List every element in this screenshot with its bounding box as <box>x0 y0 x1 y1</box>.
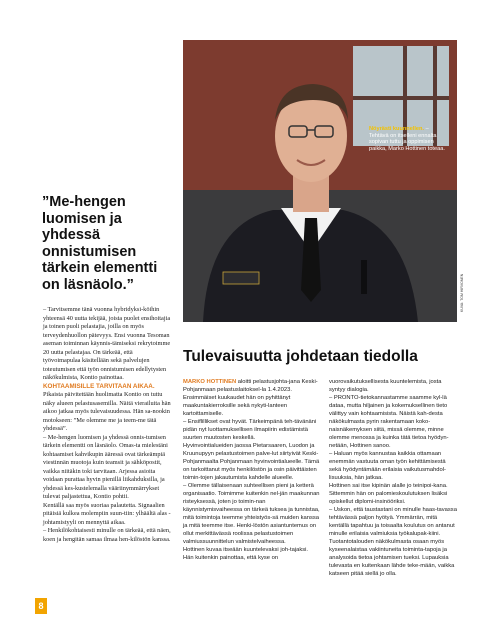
paragraph: Hottinen kuvaa itseään kuuntelevaksi joh-tajaksi. Hän kuitenkin painottaa, että kyse on <box>183 547 309 561</box>
article-headline: Tulevaisuutta johdetaan tiedolla <box>183 348 418 365</box>
caption-body: – Tehtävä on itselleni ennalta sopivan tuttu ja oppimisen paikka, Marko Hottinen toteaa. <box>369 126 445 152</box>
paragraph-text: Pikaista päivitettään huolimatta Kontio on tuttu näky alueen pelastusasemilla. Näitä vierailuita hän aikoo jatkaa myös tulevaisuudessa. Hän sa-nookin motokseen: ”Me olemme me ja teem-me tätä yhdessä”. <box>43 391 171 432</box>
photo-credit: KUVA: TOM HIRVONEN <box>460 273 464 312</box>
paragraph: – Ensiflillikset ovat hyvät. Tärkeimpänä teh-tävänäni pidän nyt luottamuksellisen ilmapiirin edistämistä suurten muutosten keskellä. <box>183 419 317 441</box>
paragraph: – Uskon, että taustastani on minulle haas-tavassa tehtävässä paljon hyötyä. Ymmärrän, mitä kentällä tapahtuu ja toisaalta koulutus on antanut minulle erilaisia valmiuksia työkalupak-kiini. Tuotantotalouden näkökulmasta osaan myös kyseenalaistaa vakiintuneita toiminta-tapoja ja analysoida tietoa johtamisen tueksi. Lupauksia tulevasta en kuitenkaan lähde teke-mään, vaikka katseen pitää siellä jo olla. <box>329 507 457 577</box>
paragraph <box>43 383 171 434</box>
paragraph-text: aloitti pelastusjohta-jana Keski-Pohjanmaan pelastuslaitoksel-la 1.4.2023. Ensimmäiset kuukaudet hän on pyhittänyt maakuntakierroksille sekä nykyti-lanteen kartoittamiselle. <box>183 379 318 417</box>
paragraph <box>183 378 320 418</box>
paragraph: – Haluan myös kannustaa kaikkia ottamaan enemmän vastuuta oman työn kehittämisestä sekä hyödyntämään erilaisia vaikutusmahdol-lisuuksia, hän jatkaa. <box>329 451 446 481</box>
article-column-3 <box>329 378 457 578</box>
photo-caption <box>369 126 447 152</box>
article-column-1 <box>43 306 171 544</box>
paragraph: – Henkilökohtaisesti minulle on tärkeää, että näen, koen ja hengitän samaa ilmaa hen-kilöstön kanssa. <box>43 527 171 543</box>
paragraph: vuorovaikutuksellisesta kuuntelemista, josta syntyy dialogia. <box>329 379 442 393</box>
pull-quote: ”Me-hengen luomisen ja yhdessä onnistumisen tärkein elementti on läsnäolo.” <box>42 194 158 293</box>
paragraph: Kentällä saa myös suoriaa palautetta. Signaalien pitäisiä kulkea molempiin suun-tiin: ylhäältä alas -johtamistyyli on mennyttä aikaa. <box>43 501 171 526</box>
paragraph: – Olemme tällaisenaan suhteellisen pieni ja ketterä organisaatio. Toimimme kuitenkin nel-jän maakunnan risteyksessä, joten jo toimin-nan käynnistymisvaiheessa on tärkeä tuksea ja tunnistaa, mitä toimintoja teemme yhteistyös-sä muiden kanssa ja mitä teemme itse. Henki-löstön asiantuntemus on ollut merkittävässä roolissa pelastustoimen valmiussuunnittelun valmistelvaiheessa. <box>183 483 320 545</box>
portrait-illustration <box>183 40 457 322</box>
portrait-photo <box>183 40 457 322</box>
section-lead: KOHTAAMISILLE TARVITAAN AIKAA. <box>43 382 155 390</box>
section-lead: MARKO HOTTINEN <box>183 379 237 385</box>
caption-title: Nöyrästi kuunnellen. <box>369 126 425 132</box>
article-column-2 <box>183 378 320 562</box>
paragraph: – Me-hengen luomisen ja yhdessä onnis-tumisen tärkein elementti on läsnäolo. Omas-ta mielestäni kohtaamiset kahvikupin ääressä ovat tärkeämpiä viestinnän muotoja kuin teamsit ja sähköpostit, vaikka niitäkin toki tarvitaan. Arjessa asioita voidaan purattaa hyvin pienillä liikahduksilla, ja yhdessä kes-kustelemalla vääriinymmärrykset tulevat paljastettua, Kontio pohtii. <box>43 433 168 500</box>
paragraph: – Tarvitsemme tänä vuonna hybridyksi-köihin yhteensä 40 uutta tekijää, joista puolet ensihoitajia ja toinen puoli pelastajia, joilla on myös terveydenhuollon pätevyys. Ensi vuonna Tesoman aseman toiminnan käynnis-tämiseksi rekrytoimme 20 uutta pelastajaa. On tärkeää, että työvoimapulaa käsitellään sekä palvelujen toteutumisen että työn onnistumisen edellytysten näkökulmista, Kontio painottaa. <box>43 306 171 381</box>
paragraph: Hyvinvointialueiden jaossa Pietarsaaren, Luodon ja Kruunupyyn pelastustoimen palve-lut siirtyivät Keski-Pohjanmaalta Pohjanmaan hyvinvointialueelle. Tämä on tarkoittanut myös henkilöstön ja osin päivittäisten toimin-tojen jakautumista kahdelle alueelle. <box>183 443 320 481</box>
paragraph: – PRONTO-tietokannastamme saamme kyl-lä dataa, mutta hiljainen ja kokemuksellinen tieto välittyy vain kohtaamisista. Näistä kah-desta näkökulmasta pyrin rakentamaan koko-naisnäkemyksen siitä, missä olemme, minne olemme menossa ja kuinka tätä tietoa hyödyn-netään, Hottinen sanoo. <box>329 395 449 449</box>
page-number: 8 <box>35 598 47 614</box>
paragraph: Hottinen sai itse kipinän alalle jo teinipoi-kana. Sittemmin hän on palomieskoulutuksen lisäksi opiskellut diplomi-insinööriksi. <box>329 483 448 505</box>
